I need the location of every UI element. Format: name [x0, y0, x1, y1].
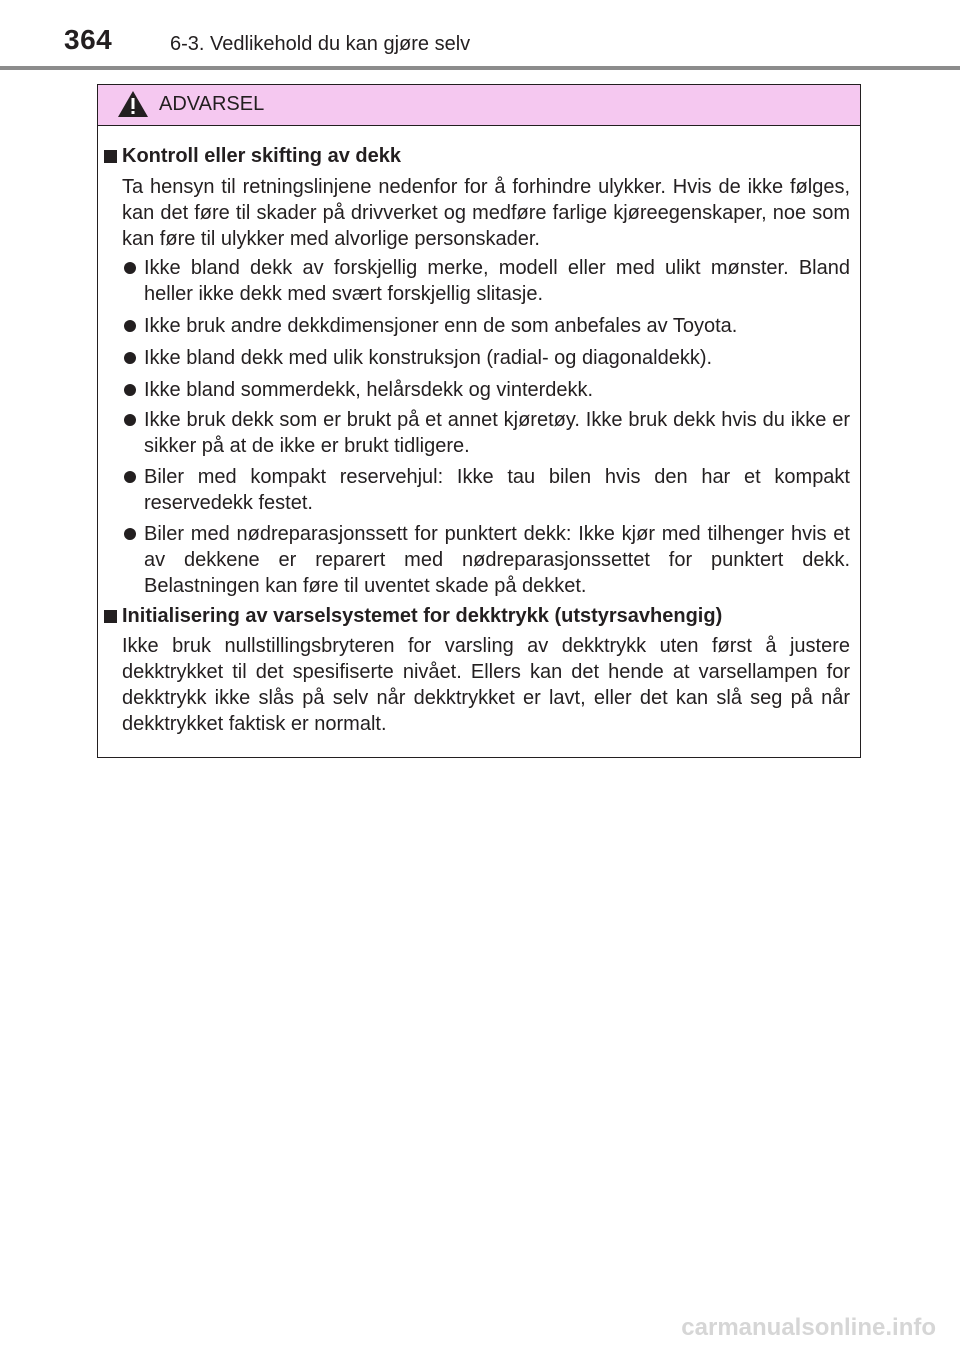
bullet-dot-icon [124, 471, 136, 483]
header-divider [0, 66, 960, 70]
bullet-dot-icon [124, 320, 136, 332]
section-heading-text: Initialisering av varselsystemet for dekktrykk (utstyrsavhengig) [122, 605, 723, 627]
bullet-dot-icon [124, 352, 136, 364]
warning-box [97, 84, 861, 758]
list-item: Ikke bland dekk av forskjellig merke, modell eller med ulikt mønster. Bland heller ikke dekk med svært forskjellig slitasje. [122, 255, 850, 307]
bullet-dot-icon [124, 384, 136, 396]
square-bullet-icon [104, 610, 117, 623]
list-item: Biler med nødreparasjonssett for punktert dekk: Ikke kjør med tilhenger hvis et av dekkene er reparert med nødreparasjonssettet for punktert dekk. Belastningen kan føre til uventet skade på dekket. [122, 521, 850, 599]
section-title: 6-3. Vedlikehold du kan gjøre selv [170, 33, 471, 55]
section-heading [104, 603, 850, 629]
square-bullet-icon [104, 150, 117, 163]
list-item: Ikke bruk andre dekkdimensjoner enn de som anbefales av Toyota. [122, 313, 850, 339]
section-heading [104, 143, 850, 169]
bullet-dot-icon [124, 262, 136, 274]
page-number: 364 [64, 24, 113, 55]
list-item: Ikke bruk dekk som er brukt på et annet kjøretøy. Ikke bruk dekk hvis du ikke er sikker på at de ikke er brukt tidligere. [122, 407, 850, 459]
warning-content [98, 85, 860, 757]
warning-title: ADVARSEL [159, 93, 265, 115]
list-item: Ikke bland dekk med ulik konstruksjon (radial- og diagonaldekk). [122, 345, 850, 371]
bullet-dot-icon [124, 414, 136, 426]
section-intro: Ikke bruk nullstillingsbryteren for varsling av dekktrykk uten først å justere dekktrykket til det spesifiserte nivået. Ellers kan det hende at varsellampen for dekktrykk ikke slås på selv når dekktrykket er lavt, eller det kan slå seg på når dekktrykket faktisk er normalt. [122, 635, 850, 735]
watermark: carmanualsonline.info [681, 1314, 936, 1341]
section-heading-text: Kontroll eller skifting av dekk [122, 145, 401, 167]
list-item: Ikke bland sommerdekk, helårsdekk og vinterdekk. [122, 377, 850, 403]
list-item: Biler med kompakt reservehjul: Ikke tau bilen hvis den har et kompakt reservedekk festet. [122, 464, 850, 516]
bullet-dot-icon [124, 528, 136, 540]
section-intro: Ta hensyn til retningslinjene nedenfor for å forhindre ulykker. Hvis de ikke følges, kan det føre til skader på drivverket og medføre farlige kjøreegenskaper, noe som kan føre til ulykker med alvorlige personskader. [122, 176, 850, 250]
